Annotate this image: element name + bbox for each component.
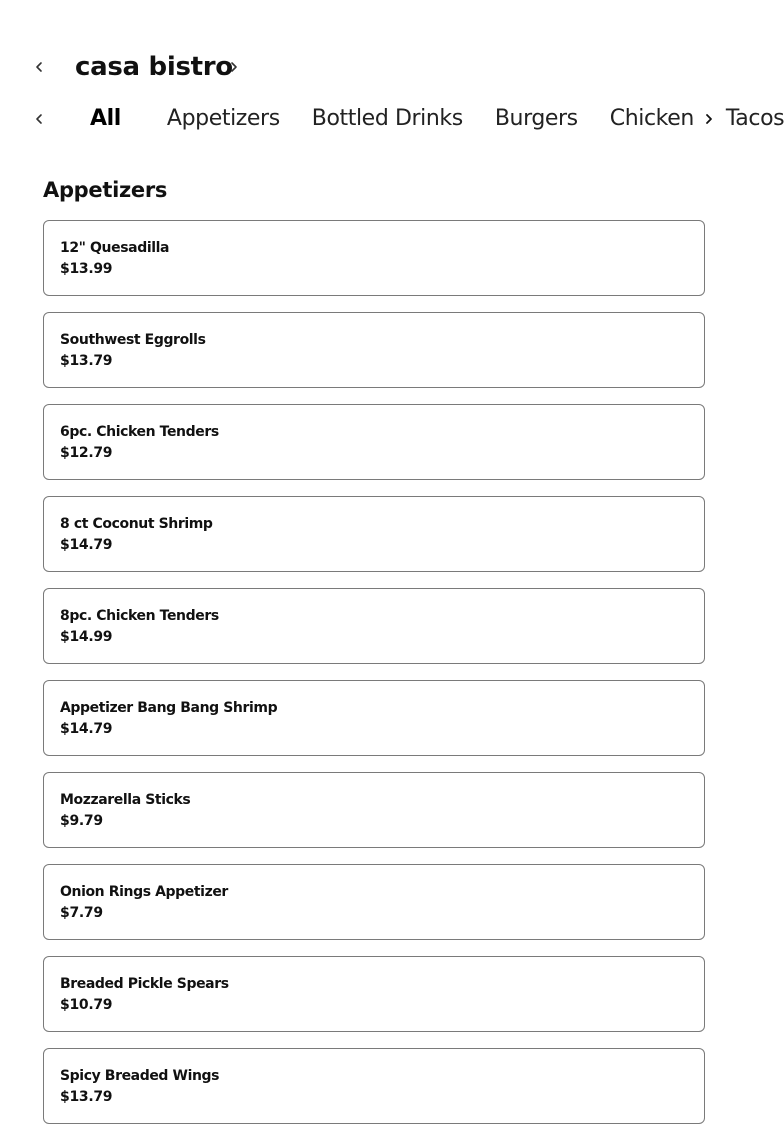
menu-item-name: 6pc. Chicken Tenders <box>60 424 219 440</box>
menu-item-price: $14.79 <box>60 537 113 553</box>
menu-item-name: Mozzarella Sticks <box>60 792 191 808</box>
menu-item-name: Spicy Breaded Wings <box>60 1068 220 1084</box>
menu-item-list <box>43 220 705 1140</box>
menu-item-card[interactable] <box>43 220 705 296</box>
tab-bottled-drinks[interactable]: Bottled Drinks <box>311 106 463 131</box>
scroll-categories-right-button[interactable] <box>697 107 721 131</box>
menu-item-price: $12.79 <box>60 445 113 461</box>
menu-item-name: Appetizer Bang Bang Shrimp <box>60 700 278 716</box>
menu-item-price: $13.79 <box>60 1089 113 1105</box>
chevron-left-icon <box>32 60 46 74</box>
category-tabs-viewport <box>56 96 784 142</box>
menu-item-card[interactable] <box>43 496 705 572</box>
chevron-right-icon <box>702 112 716 126</box>
menu-item-price: $7.79 <box>60 905 103 921</box>
menu-item-card[interactable] <box>43 956 705 1032</box>
next-restaurant-button[interactable] <box>222 55 246 79</box>
tab-chicken[interactable]: Chicken <box>609 106 694 131</box>
menu-item-price: $10.79 <box>60 997 113 1013</box>
menu-item-name: Southwest Eggrolls <box>60 332 206 348</box>
menu-item-price: $13.79 <box>60 353 113 369</box>
category-tabs <box>56 96 784 142</box>
menu-item-card[interactable] <box>43 312 705 388</box>
chevron-left-icon <box>32 112 46 126</box>
menu-item-card[interactable] <box>43 680 705 756</box>
chevron-right-icon <box>227 60 241 74</box>
previous-restaurant-button[interactable] <box>27 55 51 79</box>
menu-item-card[interactable] <box>43 588 705 664</box>
menu-item-name: 8 ct Coconut Shrimp <box>60 516 213 532</box>
restaurant-name: casa bistro <box>75 52 233 82</box>
menu-item-name: 8pc. Chicken Tenders <box>60 608 219 624</box>
tab-all[interactable]: All <box>90 106 121 131</box>
menu-item-card[interactable] <box>43 864 705 940</box>
menu-item-price: $14.79 <box>60 721 113 737</box>
menu-item-price: $13.99 <box>60 261 113 277</box>
menu-item-card[interactable] <box>43 1048 705 1124</box>
tab-tacos[interactable]: Tacos <box>725 106 784 131</box>
scroll-categories-left-button[interactable] <box>27 107 51 131</box>
tab-appetizers[interactable]: Appetizers <box>166 106 280 131</box>
menu-item-name: 12" Quesadilla <box>60 240 170 256</box>
category-tab-bar <box>0 96 784 142</box>
menu-item-price: $9.79 <box>60 813 103 829</box>
section-title: Appetizers <box>43 178 168 202</box>
menu-item-card[interactable] <box>43 772 705 848</box>
menu-item-card[interactable] <box>43 404 705 480</box>
tab-burgers[interactable]: Burgers <box>494 106 578 131</box>
menu-item-price: $14.99 <box>60 629 113 645</box>
restaurant-header <box>0 40 748 94</box>
menu-item-name: Onion Rings Appetizer <box>60 884 228 900</box>
menu-item-name: Breaded Pickle Spears <box>60 976 229 992</box>
